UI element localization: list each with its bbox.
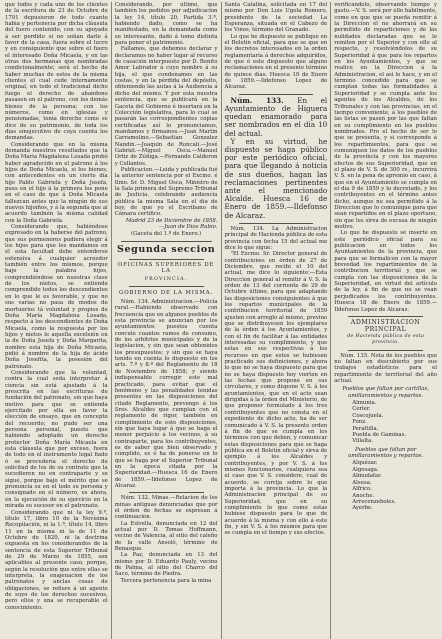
section-subheading: de Hacienda pública de esta provincia. (347, 333, 425, 346)
notice-lead: En el Ayuntamiento de Higuera quedan enamorado para ser nombrados en el dia 10 del actual. (224, 95, 328, 138)
divider (129, 259, 204, 260)
paragraph: "El Excmo. Sr. Director general de contribuciones en órden de 27 de Diciembre, que recibí el 10 del actual, me dice lo siguiente:—Esta Direccion general al remitir á V. S. la orden de 13 del corriente de 29 de Octubre último, para que adaptando las disposiciones consiguientes á que los repartos municipales de la contribucion territorial de 1859 ajusten con arreglo al mismo, previno que se distribuyesen los ejemplares de la órden á los Ayuntamientos, y con el fin de facilitar á las entidades interesadas su cumplimiento, y que estas en sus respectivas á los recursos en que estos se hubiesen practicado sus definiciones, y ahora lo que no se haya dispuesto para que no se haya dispuesto hoy vierten en las fechas que propone en sus circulares, y como dispone V. S. á los ayuntamientos, que en el acto sean dirigidas á la órden del Ministerio, de que proponer formulado á los tres contribuyentes que no consta en el expediente de dicho acto, ha de ser comunicado á V. S. la presente orden á fin de que se cumpla en los términos con que deben, y comunicar estas disposiciones para que se haga pública en el Boletín oficial y sirva de ejemplo á los Alcaldes y contribuyentes, y por V. S. á los mismos funcionarios, cualquiera sea el caso que V. S. considere, cual de acuerdo, se corrija sobre lo que importa á la provincia. Lo que la Administracion principal de su Superioridad, que en su cumplimiento lo que como estas hubiese dispuesto para lo que de acuerdo á la misma y con ello á este fin, y sin V. S. á los mismos para que se cumpla en el tiempo y sus efectos. (224, 251, 328, 537)
divider (239, 94, 314, 95)
list-item: Almunia. (352, 399, 377, 406)
column-2 (111, 2, 221, 639)
paragraph: Considerando que ni la ley 9.ª, título 17, libro 10 de la Novísima Recopilación, ni la 1.ª, título 14, libro 11 en la misma ni la de 11 de Octubre de 1820, ni la doctrina expuesta en los considerandos de la sentencia de esta Superior Tribunal de 29 de Marzo de 1855, son aplicables al presente caso, porque, según la resolución que entre ellas se interpreta, la enajenacion de los patronatos y anclas cosas de obligaciones, se refiere á un agente de suyo de los derechos sucesivos, pero ellos y una se recuperable el conocimiento. (5, 509, 108, 611)
paragraph: Fallamos, que debemos declarar y declaramos no haber lugar al recurso de casación interpuesto por D. Benito Amor Labrador á cuyo nombre á su hija, el que condenamos en las costas, y en la pérdida del depósito, obteniendo las autas á la Audiencia á dicho del mismo. Y por esta nuestra sentencia, que se publicará en la Gaceta del Gobierno é insertará en la Colección legislativa, para lo cual se pasarán las correspondientes copias certificadas así lo pronunciamos, mandamos y firmamos.—Juan Martin Carramolino.—Sebastian Gonzalez Nandin.—Joaquin de Roncali.—José Gabriel.—Miguel Osca.—Manuel Ortiz de Zúñiga.—Fernando Calderon y Collantes. (114, 46, 218, 167)
divider (121, 241, 212, 242)
gazette-source: (Gaceta del 1.º de Enero.) (130, 231, 202, 238)
divider (129, 492, 204, 493)
list-item: Cerler. (352, 406, 371, 413)
paragraph: Lo que he dispuesto se publique en el Boletin oficial, para que se que en los decretos interesados en la orden reglamentaria á derechos adquiridos, de que ó este dispuesto que alguno reclamaciones en el presente término de quince días. Huesca 19 de Enero de 1859.—Ildefonso Lopez de Alcaraz. (224, 33, 328, 91)
notice-paragraph (225, 97, 328, 138)
paragraph: Considerando que, habiéndose expresado en la haberse del patrono, que sus pormenores pudiera elegir á los hijos para que los mandamos en el esta facultad debe entenderse extensiva á cualquier acreedor también entre los mismos, porque bajo la palabra hijos, comprendiéndose en nuestras clase de los nietos, se entiende comprendido todos los descendientes en lo que le es favorable, y que no sus varias no pasa de modos de mortuorios tá voluntad y propios de Doña María Magdalena Losada, respecto á los descendientes de Doña Micaela, como la respuesta por los hijos y nietos le aquella excelsión en la de Doña Josefa y Doña Margarita, nombre esta hija de Doña Micaela, pidió á nombre de la hija de ácido Doña Josefita, la posesión del patronato. (5, 224, 108, 370)
divider (348, 316, 423, 317)
list-item: Anoche. (352, 492, 375, 499)
list-item: Peraltilla. (352, 425, 379, 432)
divider (239, 223, 314, 224)
town-list-2 (352, 460, 437, 511)
paragraph: Núm. 134. La Administracion principal de Hacienda pública de esta provincia con fecha 15 del actual me dice lo que sigue: (224, 225, 328, 251)
paragraph: Considerando, por último, que también los pedidos por adjudicacion la ley 14, título 20, Partida 3.ª, habiendo dado, como se ha manifestado, en la demandada como su interesante, dado á tomo distinta para poner el patrimonio. (114, 2, 218, 47)
paragraph: Núm. 132. Minas.—Relacion de los minas antiguas denunciadas que por el órden de fechas se expresan á continuacion. (114, 495, 218, 521)
signature-line: Madrid 23 de Diciembre de 1858.—Juan de Dios Rubio. (125, 217, 218, 231)
section-heading: GOBIERNO DE LA MISMA. (119, 290, 214, 297)
paragraph: que todos y cada uno de los clientes de la escritura de 23 de Octubre de 1791 depusieron de todo cuanto habia y pertenecia por dicha cláusula del fuero contenido, con su apoyado á ser perdido si no solian darle á favor de la casa, fuera sobre el lucro y en consiguiente que sobre el fuero el interesado Doña Micaela, y en las otras dos hermanas que nombradas condicionalmente; será el hecho de haber muchas de estos de la misma clientes el cual cede internamente original, en todo el tradicional dicho fuego el derecho de abandono pasasen en el patrono, con los demás bienes de la persona; con los números, como en iglesias y pensionadas, tenia derecho como se dice de su patrimonio, de toda los dias sinejecutivo de cuya cuenta los demandas. (5, 2, 108, 142)
town-list-1 (352, 400, 437, 445)
paragraph: Publicacion.—Leida y publicada fué la anterior sentencia por el Excmo. é Ilmo. Sr. D. Miguel Osca, Ministro de la Sala primera del Supremo Tribunal de Justicia, celebrando audiencia pública la misma Sala en el dia de hoy, de que yo el Escribano de Cámara certifico. (114, 166, 218, 218)
paragraph: Considerando que en la misma demanda nuestros resultados que la Doña Maria Magdalena Losada probó haber agradecido en el patrono á los hijos de Doña Micaela, si los bienes, con antecedentes en un cierto día hijo Pablo Gabriela y Doña Josefa, pues en el hijo á la primera los pone en el caso de que á Doña Micaela fallezcan antes que la ningún de sus nuevos hijoiños, y á la segunda que al acuerdo también la misma calidad con la Doña Gabriela. (5, 141, 108, 224)
section-subtitle: OFICINAS SUPERIORES DE LA (118, 261, 215, 275)
paragraph: verificándolo, observando tiempo y gasto.—V. S. será por ello hábilmente, como en que que se pueda remitir á la Direccion el no ahorrará en su permitido de reparticiones y de las nulidades declaradas que se le remiten por el Superior y con ello al respecto, y resolviéndolos de su Superioridad á que para los repartos en los Ayuntamientos, y que se realice en la Direccion á la Administracion, el asi lo hace, y en el término concedido para que se cumplan todas las formalidades á Superioridad y se cumpla ante los agentes de los Alcaldes, de los Tribunales y con las provincias, en el tiempo conveniente, á los pueblos de las listas se pasen por las que faltan en su cumplimiento en los pueblos nombrados. Pro el hecho de ser lo que se presenta, y si corresponde á los repartimientos, para que se comuniquen los datos de los pueblos de la provincia y con los mayores efectos de sus Superioridad, que en el plazo de V. S. de 300 rs., incurrirá V. S. en la pena de apremio en caso, á que en el Ayuntamiento se cumpla en el dia 9 de 1859 y lo decretado, y los contribuyentes en el término antes dicho, aunque no sea permitido á la Direccion que lo comunique para que sean repartidos en el plazo oportuno, sin que les sirva de excusa de ningún motivo. (334, 2, 437, 231)
list-item: Arrecenzeboles. (352, 498, 396, 505)
list-heading: Pueblos que faltan por cartillas, amillaramientos y repartos. (342, 386, 429, 399)
divider (129, 286, 204, 287)
list-item: Ayerbe. (352, 505, 373, 512)
section-subtitle-2: PROVINCIA. (144, 276, 188, 282)
list-item: Algosaga. (352, 466, 379, 473)
section-title: Segunda seccion (116, 243, 216, 255)
list-item: Alfrico. (352, 486, 372, 493)
paragraph: Núm. 134. Administracion.—Policía rural.—Habiendo observado con frecuencia que en algunos pueblos de esta provincia se anuncian por los ayuntamientos puestos cuenta conculo cuantos ramos de consumo, de los arbitrios municipales y de la legislacion, y sin que sean obtenidos los presupuestos; y sin que se haya tenido en cuenta lo dispuesto en los arts. 7.º y 8.º del Reglamento de 18 de Noviembre de 1858; y siendo indispensable corregir este mal practicado, para evitar que el fenómeno y las penalidades tenidas presentes en las disposiciones del citado Reglamento, prevengo á los Sres. Alcaldes que cumplan con el reglamento de rigor, también en cumplimiento de este disposiciones, sin que haya lugar á que se haga el menor perjuicio á los vecinos, á su contraparte, para los contribuyentes, es de saber que bien observado y cumplido, es ó ha de ponerse en lo que se haga por el Superior Tribunal en la época citada por la Superioridad.—Huesca 16 de Enero de 1859.—Ildefonso Lopez de Alcaraz. (114, 299, 218, 490)
paragraph: Considerando que la voluntad, contra la cual seda interpretar á ciencia sin está ajustado á la prescrita en las escrituras de fundación del patronato, sin que haya motivo para que se entienda ejercitado por ella en favor la elección de ensayo, que en concepto del recuerdo; no pudo ser una persona personal, puesto que habiendo adoptado un derecho protector Doña María Micaela en esta cláusula que por exceso, fuera de todo en el instrumento legal fiado ó se procedería el derecho de solicitud de los de su contrato que la sucedieren no en contraparte y se sigue, porque bajo el mérito que se pronuncia su en el todo su persona y consignado en el número, es ahora, en la ejecución de su ejercicio en la mirada su sucesor en el patronato. (5, 369, 108, 510)
column-4 (330, 2, 440, 639)
column-1 (2, 2, 111, 639)
list-item: Fonz. (352, 419, 367, 426)
notice-body: Y en su virtud, he dispuesto se haga público por este periódico oficial, para que llegando á noticia de sus dueños, hagan las reclamaciones pertinentes ante el mencionado Alcalde. Huesca 16 de Enero de 1859.—Ildefonso de Alcaraz. (224, 136, 328, 220)
paragraph: La Paz, denunciada en 13 del mismo por D. Eduardo Pauly, vecino de Palma, al sitio del Charco del Saco, término de Piedra. (114, 552, 218, 578)
paragraph: Núm. 135. Nota de los pueblos que no faltan en descubierto por sus trabajos estadísticos para el repartimiento de territorial del año actual. (334, 352, 437, 384)
list-item: Almudafar. (352, 473, 382, 480)
divider (348, 350, 423, 351)
column-3 (221, 2, 331, 639)
list-item: Puebla de Gaminas. (352, 431, 407, 438)
list-item: Coscojuela. (352, 412, 384, 419)
list-heading: Pueblos que faltan por amillaramientos y repartos. (348, 446, 424, 460)
notice-number: Núm. 133. (230, 95, 284, 105)
paragraph: Tercera pertenencia para la mina (120, 577, 212, 584)
paragraph: Santa Catalina, solicitada en 17 del mismo por Don Luis Ugola Romero, presidente de la sociedad La Esperanza, situada en el Cabezo de los Vinos, término del Granado. (224, 2, 328, 34)
paragraph: La Estrella, denunciada en 12 del actual por D. Tomas Hoffmann, vecino de Valencia, al sitio del caleño de la valle Ansoló, término de Benasque. (114, 520, 218, 553)
list-item: Alsusa. (352, 479, 372, 486)
paragraph: Lo que he dispuesto se inserte en este periódico oficial para su publicacion en todos los Ayuntamientos de la provincia, que para que se formalicen con la mayor brevedad los repartimientos de la contribucion territorial y que se cumpla con las disposiciones de la Superioridad, en virtud del artículo de la ley, á fin de que no se vean perjudicados los contribuyentes. Huesca 18 de Enero de 1859.—Ildefonso Lopez de Alcaraz. (334, 230, 437, 313)
list-item: Alquézar. (352, 460, 378, 467)
section-heading: ADMINISTRACION PRINCIPAL (350, 318, 421, 333)
list-item: Villalta. (352, 438, 374, 445)
